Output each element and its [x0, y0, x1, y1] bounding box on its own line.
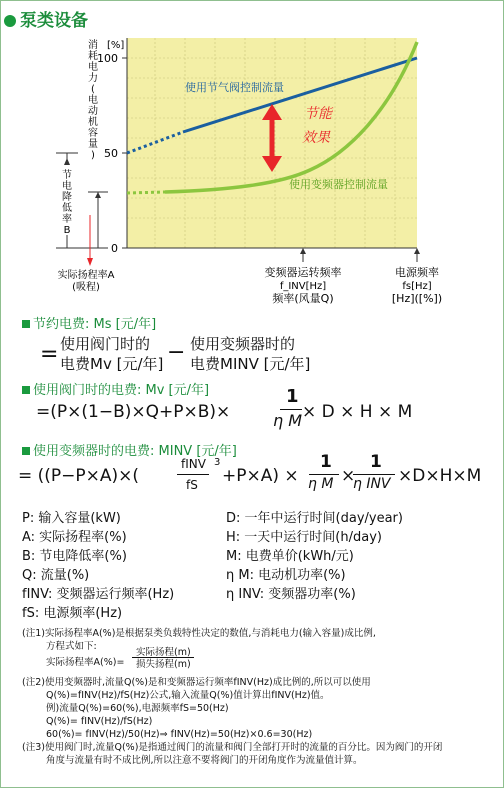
s3-frac2-num: 1 [320, 452, 332, 472]
x-label-1-line3: 频率(风量Q) [272, 292, 334, 305]
s3-frac2-line [309, 474, 339, 475]
y-tick-label-50: 50 [104, 147, 118, 160]
s3-frac3-line [353, 474, 395, 475]
valve-flow-label: 使用节气阀控制流量 [185, 81, 284, 94]
var-b: B: 节电降低率(%) [22, 549, 127, 564]
unit-label: [%] [107, 40, 125, 51]
section-vfd-title-text: 使用变频器时的电费: MINV [元/年] [33, 444, 237, 459]
s3-frac3-den: η INV [353, 476, 391, 492]
x-label-2-line3: [Hz]([%]) [391, 292, 443, 305]
s1-valve-cost-l2: 电费Mv [元/年] [60, 355, 164, 373]
lift-arrow-up-icon [95, 192, 101, 198]
s3-formula-a: = ((P−P×A)×( [18, 466, 140, 486]
var-fs: fS: 电源频率(Hz) [22, 606, 123, 621]
note1-frac-num: 实际扬程(m) [136, 647, 191, 658]
note2-line5: 60(%)= fINV(Hz)/50(Hz)⇒ fINV(Hz)=50(Hz)×0.6=30(Hz) [46, 729, 313, 740]
x-label-1-line1: 变频器运转频率 [264, 266, 342, 279]
note2-line4: Q(%)= fINV(Hz)/fS(Hz) [46, 716, 153, 727]
var-d: D: 一年中运行时间(day/year) [226, 511, 403, 526]
var-q: Q: 流量(%) [22, 568, 90, 583]
x-label-2-line1: 电源频率 [395, 266, 439, 279]
s2-formula-a: =(P×(1−B)×Q+P×B)× [36, 402, 231, 422]
note1-line3-label: 实际扬程率A(%)= [46, 657, 125, 668]
x-tick-inv-arrow-icon [300, 248, 306, 254]
x-label-2-line2: fs[Hz] [402, 281, 432, 292]
s3-formula-b: +P×A) × [222, 466, 299, 486]
var-finv: fINV: 变频器运行频率(Hz) [22, 587, 175, 602]
note3-line1: (注3)使用阀门时,流量Q(%)是指通过阀门的流量和阀门全部打开时的流量的百分比。因为阀门的开闭 [22, 742, 443, 753]
section-valve-title-text: 使用阀门时的电费: Mv [元/年] [33, 383, 210, 398]
var-a: A: 实际扬程率(%) [22, 530, 127, 545]
note1-frac-den: 损失扬程(m) [136, 659, 191, 670]
reduction-label: 节电降低率 B [62, 170, 72, 236]
page-title-text: 泵类设备 [20, 11, 88, 31]
s3-formula-c: ×D×H×M [398, 466, 482, 486]
s3-times: × [341, 466, 356, 486]
section-valve-title [22, 379, 209, 398]
note1-line2: 方程式如下: [46, 641, 97, 652]
note3-line2: 角度与流量有时不成比例,所以注意不要将阀门的开闭角度作为流量值计算。 [46, 755, 363, 766]
var-eta-inv: η INV: 变频器功率(%) [226, 587, 356, 602]
saving-label-1: 节能 [304, 106, 332, 122]
section-saving-title [22, 313, 156, 332]
section-saving-title-text: 节约电费: Ms [元/年] [33, 317, 157, 332]
s3-frac2-den: η M [308, 476, 334, 492]
x-tick-fs-arrow-icon [414, 248, 420, 254]
x-label-1-line2: f_INV[Hz] [279, 281, 327, 292]
bracket-arrow-up-icon [64, 158, 70, 165]
s2-formula-b: × D × H × M [302, 402, 413, 422]
note2-line3: 例)流量Q(%)=60(%),电源频率fS=50(Hz) [46, 703, 229, 714]
s1-valve-cost-l1: 使用阀门时的 [60, 335, 151, 353]
lift-label-1: 实际扬程率A [57, 270, 115, 281]
y-tick-label-100: 100 [97, 52, 118, 65]
saving-label-2: 效果 [302, 130, 330, 146]
pump-power-chart [0, 0, 504, 312]
s1-vfd-cost-l2: 电费MINV [元/年] [190, 355, 311, 373]
var-m: M: 电费单价(kWh/元) [226, 549, 354, 564]
s1-equals: = [40, 342, 59, 367]
s2-frac-line [280, 409, 302, 410]
note2-line1: (注2)使用变频器时,流量Q(%)是和变频器运行频率fINV(Hz)成比例的,所以可以使用 [22, 677, 371, 688]
s1-vfd-cost-l1: 使用变频器时的 [190, 335, 296, 353]
bullet-square-icon [22, 320, 30, 328]
s2-frac-den: η M [273, 411, 303, 430]
s3-frac1-num: fINV [181, 457, 206, 471]
var-eta-m: η M: 电动机功率(%) [226, 568, 346, 583]
vfd-flow-label: 使用变频器控制流量 [289, 178, 388, 191]
note2-line2: Q(%)=fINV(Hz)/fS(Hz)公式,输入流量Q(%)值计算出fINV(Hz)值。 [46, 690, 330, 701]
bullet-square-icon [22, 447, 30, 455]
var-h: H: 一天中运行时间(h/day) [226, 530, 382, 545]
s3-exp: 3 [214, 457, 221, 468]
y-axis-title: 消耗电力(电动机容量) [88, 40, 98, 161]
s1-minus: − [167, 340, 186, 365]
lift-label-2: (吸程) [72, 282, 100, 293]
bullet-square-icon [22, 386, 30, 394]
y-tick-label-0: 0 [111, 242, 118, 255]
note1-line1: (注1)实际扬程率A(%)是根据泵类负载特性决定的数值,与消耗电力(输入容量)成比例, [22, 628, 376, 639]
s3-frac1-den: fS [186, 478, 198, 492]
s3-frac3-num: 1 [370, 452, 382, 472]
var-p: P: 输入容量(kW) [22, 511, 121, 526]
s3-frac1-line [177, 474, 209, 475]
lift-pointer-icon [87, 258, 93, 266]
s2-frac-num: 1 [286, 386, 299, 407]
